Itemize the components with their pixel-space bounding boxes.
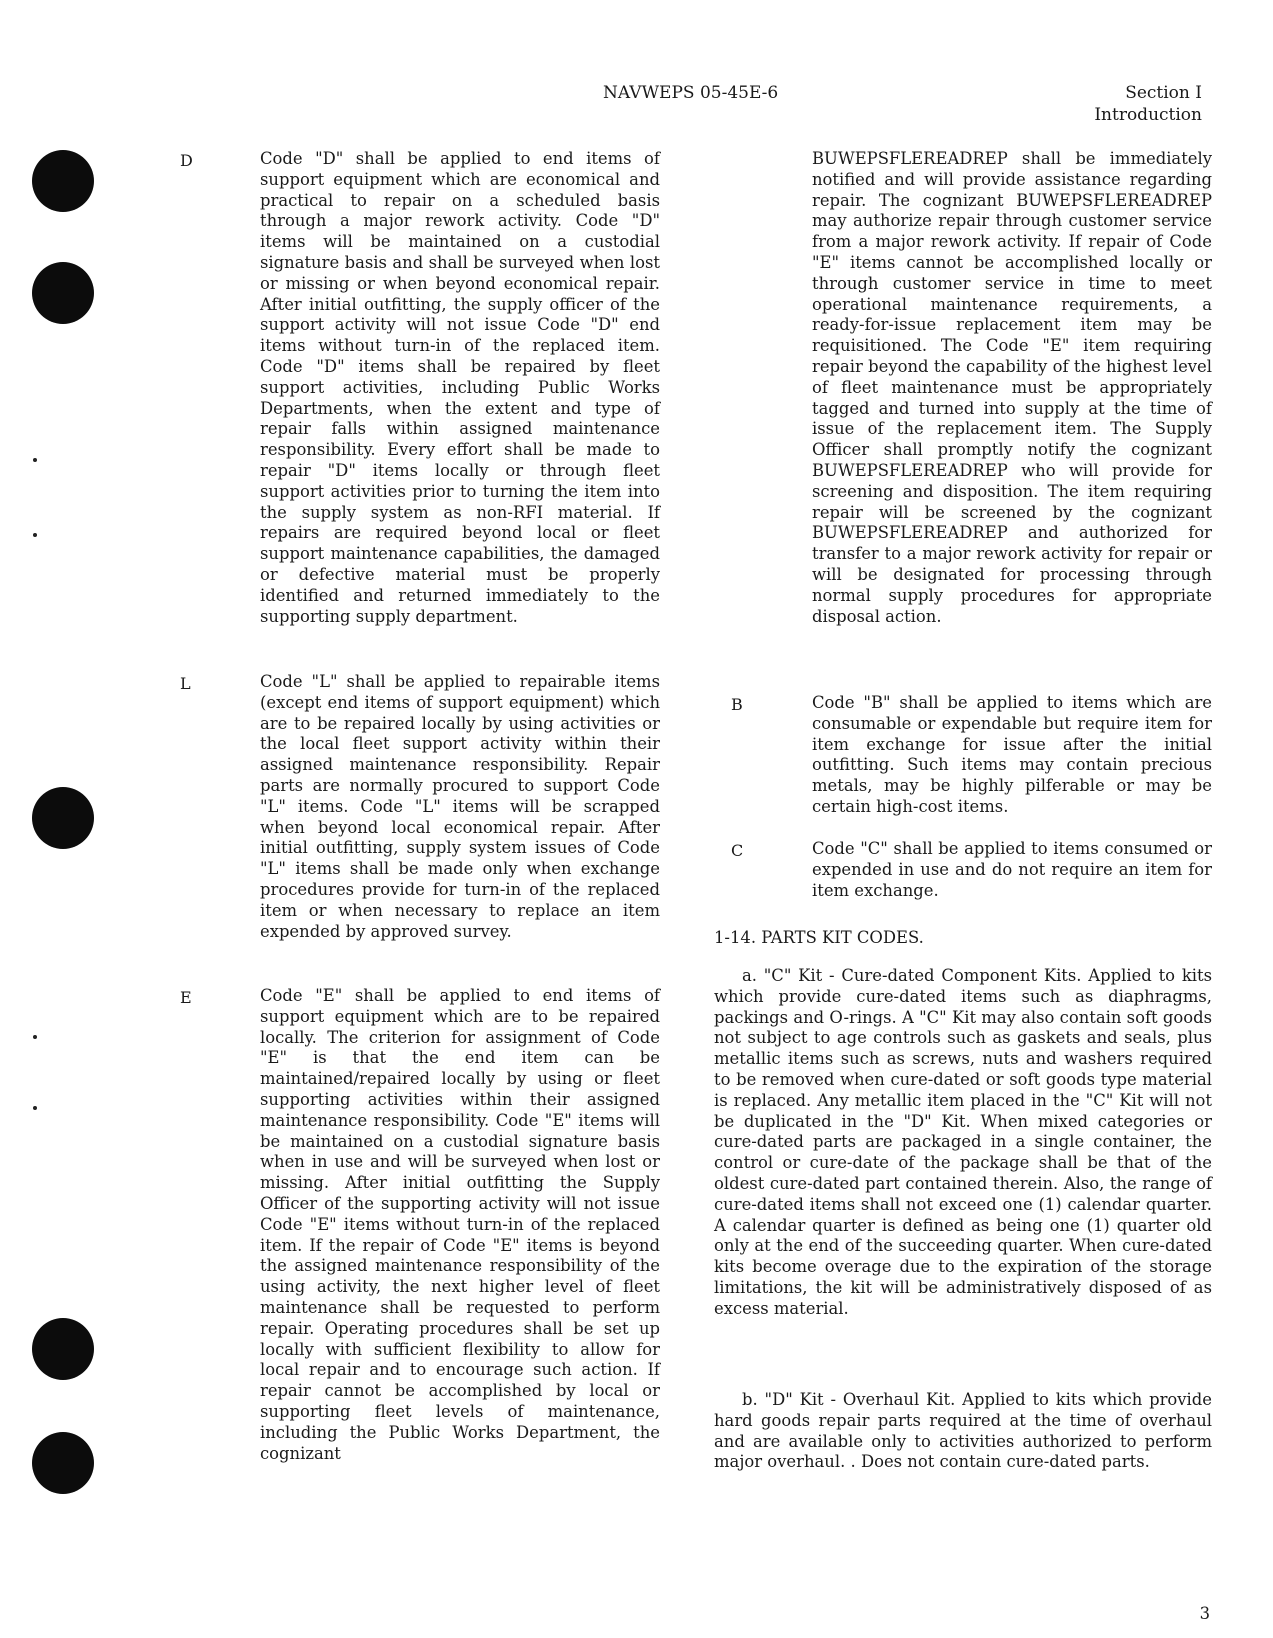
code-d-paragraph: Code "D" shall be applied to end items of support equipment which are economical and practical to repair on a scheduled basis through a major rework activity. Code "D" items will be maintained on a custodial signature basis and shall be surveyed when lost or missing or when beyond economical repair. After initial outfitting, the supply officer of the support activity will not issue Code "D" end items without turn-in of the replaced item. Code "D" items shall be repaired by fleet support activities, including Public Works Departments, when the extent and type of repair falls within assigned maintenance responsibility. Every effort shall be made to repair "D" items locally or through fleet support activities prior to turning the item into the supply system as non-RFI material. If repairs are required beyond local or fleet support maintenance capabilities, the damaged or defective material must be properly identified and returned immediately to the supporting supply department.: [260, 149, 660, 626]
punch-hole: [32, 262, 94, 324]
section-title: Introduction: [1094, 105, 1202, 125]
code-l-paragraph: Code "L" shall be applied to repairable items (except end items of support equipment) which are to be repaired locally by using activities or the local fleet support activity within their assigned maintenance responsibility. Repair parts are normally procured to support Code "L" items. Code "L" items will be scrapped when beyond local economical repair. After initial outfitting, supply system issues of Code "L" items shall be made only when exchange procedures provide for turn-in of the replaced item or when necessary to replace an item expended by approved survey.: [260, 672, 660, 941]
code-e-paragraph: Code "E" shall be applied to end items of support equipment which are to be repaired locally. The criterion for assignment of Code "E" is that the end item can be maintained/repaired locally by using or fleet supporting activities within their assigned maintenance responsibility. Code "E" items will be maintained on a custodial signature basis when in use and will be surveyed when lost or missing. After initial outfitting the Supply Officer of the supporting activity will not issue Code "E" items without turn-in of the replaced item. If the repair of Code "E" items is beyond the assigned maintenance responsibility of the using activity, the next higher level of fleet maintenance shall be requested to perform repair. Operating procedures shall be set up locally with sufficient flexibility to allow for local repair and to encourage such action. If repair cannot be accomplished by local or supporting fleet levels of maintenance, including the Public Works Department, the cognizant: [260, 986, 660, 1463]
kit-c-paragraph: a. "C" Kit - Cure-dated Component Kits. Applied to kits which provide cure-dated items such as diaphragms, packings and O-rings. A "C" Kit may also contain soft goods not subject to age controls such as gaskets and seals, plus metallic items such as screws, nuts and washers required to be removed when cure-dated or soft goods type material is replaced. Any metallic item placed in the "C" Kit will not be duplicated in the "D" Kit. When mixed categories or cure-dated parts are packaged in a single container, the control or cure-date of the package shall be that of the oldest cure-dated part contained therein. Also, the range of cure-dated items shall not exceed one (1) calendar quarter. A calendar quarter is defined as being one (1) quarter old only at the end of the succeeding quarter. When cure-dated kits become overage due to the expiration of the storage limitations, the kit will be administratively disposed of as excess material.: [714, 966, 1212, 1318]
scan-speck: [33, 533, 37, 537]
scan-speck: [33, 1035, 37, 1039]
code-c-paragraph: Code "C" shall be applied to items consumed or expended in use and do not require an item for item exchange.: [812, 839, 1212, 900]
document-id: NAVWEPS 05-45E-6: [603, 83, 779, 103]
page-number: 3: [1199, 1604, 1210, 1623]
punch-hole: [32, 150, 94, 212]
scan-speck: [33, 1106, 37, 1110]
section-label: Section I: [1125, 83, 1202, 103]
code-d-letter: D: [180, 151, 193, 170]
parts-kit-heading: 1-14. PARTS KIT CODES.: [714, 928, 924, 947]
code-c-letter: C: [731, 841, 744, 860]
code-e-continued: BUWEPSFLEREADREP shall be immediately notified and will provide assistance regarding repair. The cognizant BUWEPSFLEREADREP may authorize repair through customer service from a major rework activity. If repair of Code "E" items cannot be accomplished locally or through customer service in time to meet operational maintenance requirements, a ready-for-issue replacement item may be requisitioned. The Code "E" item requiring repair beyond the capability of the highest level of fleet maintenance must be appropriately tagged and turned into supply at the time of issue of the replacement item. The Supply Officer shall promptly notify the cognizant BUWEPSFLEREADREP who will provide for screening and disposition. The item requiring repair will be screened by the cognizant BUWEPSFLEREADREP and authorized for transfer to a major rework activity for repair or will be designated for processing through normal supply procedures for appropriate disposal action.: [812, 149, 1212, 626]
punch-hole: [32, 1432, 94, 1494]
punch-hole: [32, 1318, 94, 1380]
punch-hole: [32, 787, 94, 849]
code-e-letter: E: [180, 988, 192, 1007]
code-b-paragraph: Code "B" shall be applied to items which are consumable or expendable but require item for item exchange for issue after the initial outfitting. Such items may contain precious metals, may be highly pilferable or may be certain high-cost items.: [812, 693, 1212, 816]
kit-d-paragraph: b. "D" Kit - Overhaul Kit. Applied to kits which provide hard goods repair parts required at the time of overhaul and are available only to activities authorized to perform major overhaul. . Does not contain cure-dated parts.: [714, 1390, 1212, 1472]
scan-speck: [33, 458, 37, 462]
section-header: [1094, 82, 1202, 126]
code-l-letter: L: [180, 674, 191, 693]
code-b-letter: B: [731, 695, 743, 714]
